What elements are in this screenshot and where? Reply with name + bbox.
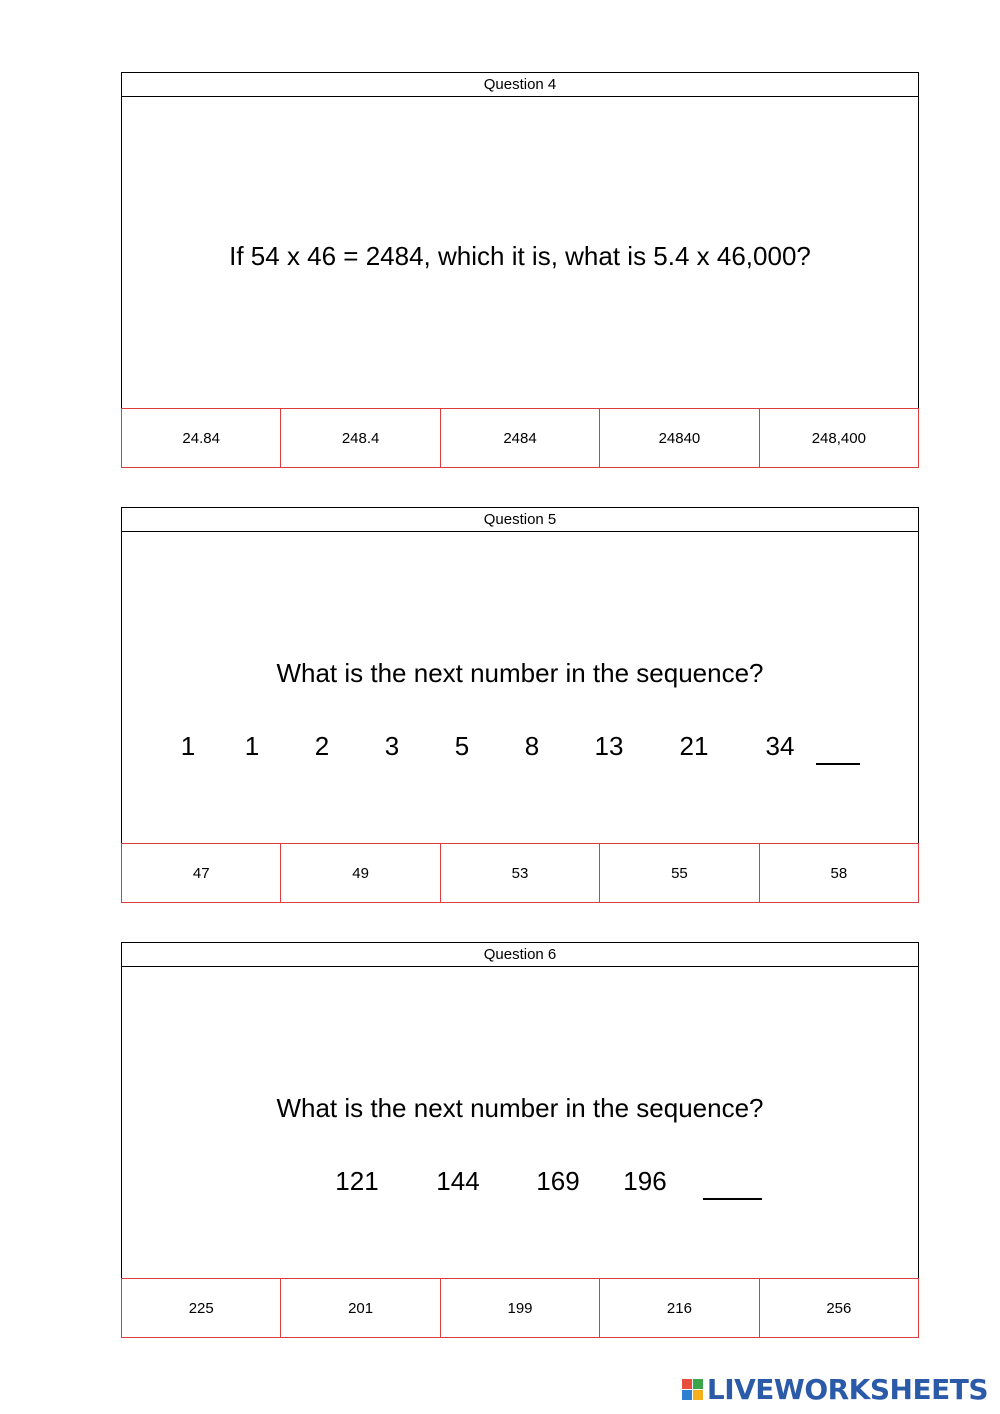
sequence-number: 2 bbox=[314, 731, 330, 761]
sequence-number: 1 bbox=[180, 731, 196, 761]
answer-option[interactable]: 199 bbox=[441, 1279, 600, 1337]
logo-square bbox=[693, 1390, 703, 1400]
question-header: Question 4 bbox=[122, 73, 918, 97]
question-body bbox=[122, 532, 918, 841]
brand-text: LIVEWORKSHEETS bbox=[706, 1373, 988, 1406]
answer-option[interactable]: 216 bbox=[600, 1279, 759, 1337]
logo-square bbox=[682, 1379, 692, 1389]
sequence-number: 8 bbox=[524, 731, 540, 761]
question-prompt: What is the next number in the sequence? bbox=[276, 1093, 764, 1123]
sequence-number: 21 bbox=[679, 731, 709, 761]
question-card-4 bbox=[121, 72, 919, 468]
sequence-number: 144 bbox=[436, 1166, 480, 1196]
answer-option[interactable]: 58 bbox=[830, 864, 848, 882]
question-header: Question 5 bbox=[122, 508, 918, 532]
answer-row bbox=[121, 1278, 919, 1338]
answer-option[interactable]: 2484 bbox=[441, 409, 600, 467]
answer-blank bbox=[703, 1198, 762, 1200]
question-body bbox=[122, 967, 918, 1276]
question-card-5 bbox=[121, 507, 919, 903]
sequence-number: 13 bbox=[594, 731, 624, 761]
question-card-6 bbox=[121, 942, 919, 1338]
answer-option[interactable]: 24840 bbox=[600, 409, 759, 467]
answer-option[interactable]: 24.84 bbox=[122, 409, 281, 467]
liveworksheets-brand bbox=[682, 1373, 988, 1406]
logo-square bbox=[682, 1390, 692, 1400]
question-prompt: What is the next number in the sequence? bbox=[276, 658, 764, 688]
sequence-number: 169 bbox=[536, 1166, 580, 1196]
answer-option[interactable]: 55 bbox=[600, 844, 759, 902]
answer-option[interactable]: 49 bbox=[281, 844, 440, 902]
sequence-number: 34 bbox=[765, 731, 795, 761]
answer-blank bbox=[816, 763, 860, 765]
sequence-number: 196 bbox=[623, 1166, 667, 1196]
answer-option[interactable]: 225 bbox=[122, 1279, 281, 1337]
answer-option[interactable]: 53 bbox=[441, 844, 600, 902]
question-header: Question 6 bbox=[122, 943, 918, 967]
answer-option[interactable]: 248,400 bbox=[811, 429, 866, 447]
question-prompt: If 54 x 46 = 2484, which it is, what is 5.4 x 46,000? bbox=[229, 241, 811, 271]
liveworksheets-logo-icon bbox=[682, 1379, 703, 1400]
sequence-number: 1 bbox=[244, 731, 260, 761]
sequence-number: 121 bbox=[335, 1166, 379, 1196]
sequence-number: 3 bbox=[384, 731, 400, 761]
answer-row bbox=[121, 408, 919, 468]
question-body bbox=[122, 97, 918, 406]
answer-option[interactable]: 47 bbox=[122, 844, 281, 902]
answer-row bbox=[121, 843, 919, 903]
answer-option[interactable]: 201 bbox=[281, 1279, 440, 1337]
answer-option[interactable]: 248.4 bbox=[281, 409, 440, 467]
logo-square bbox=[693, 1379, 703, 1389]
answer-option[interactable]: 256 bbox=[826, 1299, 852, 1317]
sequence-number: 5 bbox=[454, 731, 470, 761]
